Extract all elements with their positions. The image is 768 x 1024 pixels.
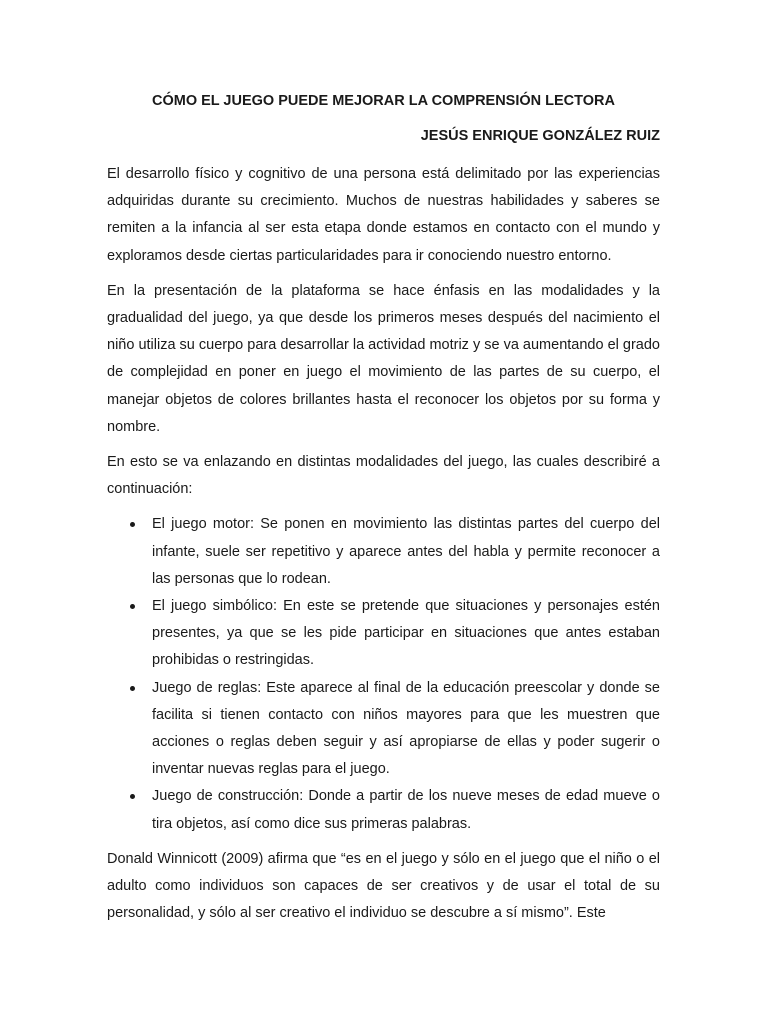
paragraph: En la presentación de la plataforma se hace énfasis en las modalidades y la gradualidad del juego, ya que desde los primeros meses después del nacimiento el niño utiliza su cuerpo para desarrollar la actividad motriz y se va aumentando el grado de complejidad en poner en juego el movimiento de las partes de su cuerpo, el manejar objetos de colores brillantes hasta el reconocer los objetos por su forma y nombre. xyxy=(107,282,660,435)
list-item xyxy=(152,675,660,784)
bullet-icon xyxy=(130,686,135,691)
author-name: JESÚS ENRIQUE GONZÁLEZ RUIZ xyxy=(420,128,660,144)
bullet-list xyxy=(107,511,660,837)
list-item xyxy=(152,783,660,837)
bullet-icon xyxy=(130,522,135,527)
paragraph: En esto se va enlazando en distintas modalidades del juego, las cuales describiré a continuación: xyxy=(107,454,660,498)
list-item-text: Juego de reglas: Este aparece al final de la educación preescolar y donde se facilita si tienen contacto con niños mayores para que les muestren que acciones o reglas deben seguir y así apropiarse de ellas y poder sugerir o inventar nuevas reglas para el juego. xyxy=(152,679,660,778)
paragraph: El desarrollo físico y cognitivo de una persona está delimitado por las experiencias adquiridas durante su crecimiento. Muchos de nuestras habilidades y saberes se remiten a la infancia al ser esta etapa donde estamos en contacto con el mundo y exploramos desde ciertas particularidades para ir conociendo nuestro entorno. xyxy=(107,166,660,264)
document-body xyxy=(107,161,660,935)
list-item-text: El juego simbólico: En este se pretende que situaciones y personajes estén presentes, ya que se les pide participar en situaciones que antes estaban prohibidas o restringidas. xyxy=(152,598,660,669)
list-item xyxy=(152,593,660,675)
list-item xyxy=(152,511,660,593)
bullet-icon xyxy=(130,794,135,799)
document-title: CÓMO EL JUEGO PUEDE MEJORAR LA COMPRENSIÓN LECTORA xyxy=(152,93,615,109)
list-item-text: El juego motor: Se ponen en movimiento las distintas partes del cuerpo del infante, suele ser repetitivo y aparece antes del habla y permite reconocer a las personas que lo rodean. xyxy=(152,516,660,587)
paragraph: Donald Winnicott (2009) afirma que “es en el juego y sólo en el juego que el niño o el adulto como individuos son capaces de ser creativos y de usar el total de su personalidad, y sólo al ser creativo el individuo se descubre a sí mismo”. Este xyxy=(107,850,660,922)
bullet-icon xyxy=(130,604,135,609)
list-item-text: Juego de construcción: Donde a partir de los nueve meses de edad mueve o tira objetos, así como dice sus primeras palabras. xyxy=(152,788,660,832)
